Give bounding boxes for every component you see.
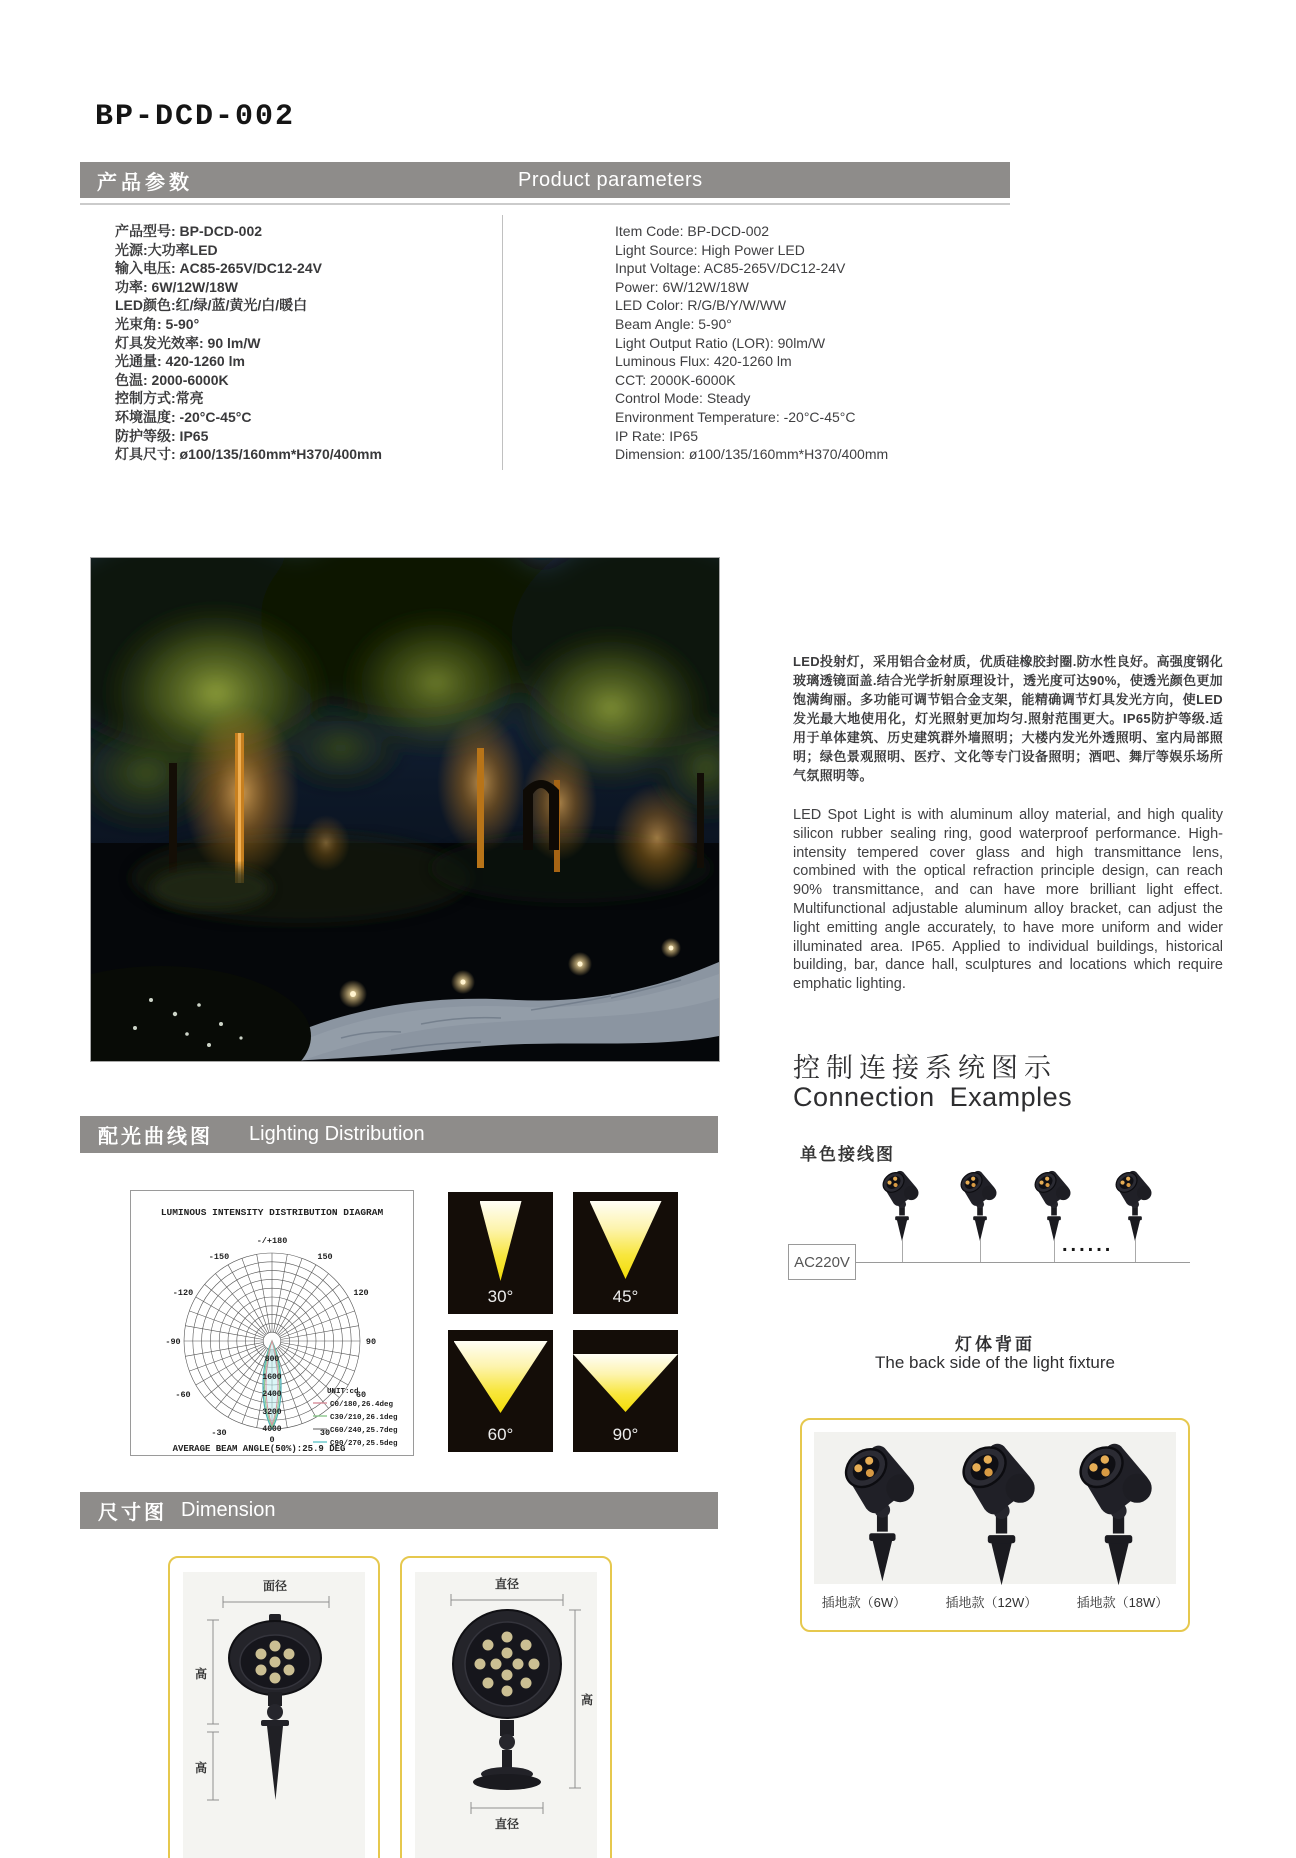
svg-text:高: 高 [581,1693,594,1707]
spotlight-icon [872,1168,928,1242]
svg-text:高: 高 [195,1761,208,1775]
backside-photo-area [814,1432,1176,1584]
spec-line: 光源:大功率LED [115,241,218,258]
legend-entry: C60/240,25.7deg [330,1427,398,1435]
backside-photo-box [800,1418,1190,1632]
spec-line: IP Rate: IP65 [615,427,699,444]
product-application-photo [90,557,720,1062]
beam-tile-60 [448,1330,553,1452]
lamp-drop-line [902,1240,903,1262]
parameters-header-bar [80,162,1010,198]
svg-text:60: 60 [355,1390,367,1400]
spec-line: 灯具发光效率: 90 lm/W [115,334,261,351]
spotlight-back-18w [1066,1438,1163,1587]
spec-list-en [615,222,1005,464]
spec-line: CCT: 2000K-6000K [615,371,736,388]
dimension-box-spike [168,1556,380,1858]
svg-text:直径: 直径 [494,1817,520,1831]
dimension-header-en: Dimension [181,1499,276,1521]
spec-line: Control Mode: Steady [615,390,751,407]
power-source-box [788,1244,856,1280]
variant-label: 插地款（18W） [1076,1595,1169,1610]
legend-entry: C90/270,25.5deg [330,1440,398,1448]
lamp-drop-line [1054,1240,1055,1262]
svg-text:2400: 2400 [262,1390,282,1399]
spec-line: 输入电压: AC85-265V/DC12-24V [115,260,322,277]
distribution-header-en: Lighting Distribution [249,1123,425,1145]
spec-line: 光束角: 5-90° [115,315,200,332]
dimension-drawing-area [415,1572,597,1858]
power-bus-line [854,1262,1190,1263]
page-title: BP-DCD-002 [95,100,296,134]
connection-title-cn: 控制连接系统图示 [793,1053,1057,1083]
spotlight-back-6w [832,1440,925,1583]
legend-entry: C30/210,26.1deg [330,1414,398,1422]
polar-chart-svg [131,1191,413,1455]
average-beam-angle-note: AVERAGE BEAM ANGLE(50%):25.9 DEG [172,1444,346,1454]
spec-line: Power: 6W/12W/18W [615,278,749,295]
beam-angle-label: 45° [612,1287,639,1306]
spec-line: 光通量: 420-1260 lm [115,353,245,370]
spec-line: 功率: 6W/12W/18W [115,278,238,295]
beam-cone [480,1201,522,1281]
spotlight-icon [1024,1168,1080,1242]
description-en: LED Spot Light is with aluminum alloy material, and high quality silicon rubber sealing ring, good waterproof performance. High-intensity tempered cover glass and high transmittance lens, combined with the optical refraction principle design, can reach 90% transmittance, and can have more brilliant light effect. Multifunctional adjustable aluminum alloy bracket, can adjust the light emitting angle accurately, to have more uniform and wider illuminated area. IP65. Applied to individual buildings, historical building, bar, dance hall, sculptures and locations which require emphatic lighting. [793,807,1223,993]
beam-cone [573,1354,678,1412]
svg-text:-90: -90 [165,1337,181,1347]
svg-text:30: 30 [319,1428,331,1438]
spec-line: Beam Angle: 5-90° [615,315,732,332]
beam-angle-label: 90° [612,1425,639,1444]
svg-text:-/+180: -/+180 [256,1236,288,1246]
spec-line: 防护等级: IP65 [115,427,209,444]
beam-tile-30 [448,1192,553,1314]
dimension-drawing-base [415,1572,597,1858]
backside-variant-labels [802,1592,1188,1611]
legend-unit: UNIT:cd [327,1388,359,1396]
svg-text:1600: 1600 [262,1373,282,1382]
beam-tile-90 [573,1330,678,1452]
spec-line: Dimension: ø100/135/160mm*H370/400mm [615,446,889,463]
dimension-drawing-area [183,1572,365,1858]
lamp-drop-line [1135,1240,1136,1262]
svg-text:0: 0 [269,1435,275,1445]
parameters-header-en: Product parameters [518,168,703,191]
dimension-drawing-spike [183,1572,365,1858]
spotlight-back-12w [949,1438,1046,1587]
luminous-intensity-polar-chart [130,1190,414,1456]
spec-line: 控制方式:常亮 [115,390,204,407]
garden-photo-illustration [91,558,719,1061]
svg-text:高: 高 [195,1667,208,1681]
svg-text:-120: -120 [172,1288,194,1298]
spec-line: 环境温度: -20°C-45°C [115,408,252,425]
connection-title-en: Connection Examples [793,1082,1073,1112]
spotlight-icon [1105,1168,1161,1242]
chart-title: LUMINOUS INTENSITY DISTRIBUTION DIAGRAM [160,1207,384,1218]
beam-angle-label: 30° [487,1287,514,1306]
spec-list-cn [115,222,505,464]
svg-text:-60: -60 [175,1390,191,1400]
svg-text:面径: 面径 [262,1579,288,1593]
spec-line: Light Source: High Power LED [615,241,805,258]
spec-line: LED颜色:红/绿/蓝/黄光/白/暖白 [115,297,308,314]
svg-text:150: 150 [317,1252,333,1262]
distribution-header-cn: 配光曲线图 [98,1126,213,1148]
backside-title-cn: 灯体背面 [955,1335,1035,1354]
lamp-drop-line [980,1240,981,1262]
beam-angle-label: 60° [487,1425,514,1444]
svg-text:90: 90 [365,1337,377,1347]
header-underline [80,203,1010,205]
svg-text:4000: 4000 [262,1425,282,1434]
beam-cone [454,1341,548,1413]
spotlight-icon [950,1168,1006,1242]
distribution-header-bar [80,1116,718,1153]
dimension-header-cn: 尺寸图 [98,1502,167,1524]
spec-line: Light Output Ratio (LOR): 90lm/W [615,334,826,351]
svg-text:800: 800 [264,1355,280,1364]
spec-line: LED Color: R/G/B/Y/W/WW [615,297,787,314]
dimension-box-base [400,1556,612,1858]
continuation-dots: ...... [1062,1234,1114,1256]
svg-text:3200: 3200 [262,1408,282,1417]
variant-label: 插地款（12W） [945,1595,1038,1610]
description-cn: LED投射灯，采用铝合金材质，优质硅橡胶封圈.防水性良好。高强度钢化玻璃透镜面盖.结合光学折射原理设计，透光度可达90%，使透光颜色更加饱满绚丽。多功能可调节铝合金支架，能精确调节灯具发光方向，使LED发光最大地使用化，灯光照射更加均匀.照射范围更大。IP65防护等级.适用于单体建筑、历史建筑群外墙照明；大楼内发光外透照明、室内局部照明；绿色景观照明、医疗、文化等专门设备照明；酒吧、舞厅等娱乐场所气氛照明等。 [793,654,1223,783]
spec-line: Environment Temperature: -20°C-45°C [615,408,856,425]
parameters-header-cn: 产品参数 [97,171,193,194]
spec-line: Input Voltage: AC85-265V/DC12-24V [615,260,846,277]
svg-text:直径: 直径 [494,1577,520,1591]
spec-line: 色温: 2000-6000K [115,371,229,388]
legend-entry: C0/180,26.4deg [330,1401,394,1409]
backside-title-en: The back side of the light fixture [874,1353,1116,1372]
variant-label: 插地款（6W） [821,1595,907,1610]
wiring-diagram-label: 单色接线图 [800,1145,895,1164]
spec-line: 灯具尺寸: ø100/135/160mm*H370/400mm [115,446,382,463]
beam-cone [590,1201,662,1279]
svg-text:-30: -30 [211,1428,227,1438]
svg-text:-150: -150 [208,1252,230,1262]
power-source-label: AC220V [794,1253,850,1271]
beam-tile-45 [573,1192,678,1314]
spec-line: Item Code: BP-DCD-002 [615,223,770,239]
spec-line: 产品型号: BP-DCD-002 [115,223,263,239]
spec-line: Luminous Flux: 420-1260 lm [615,353,792,370]
svg-text:120: 120 [353,1288,369,1298]
dimension-header-bar [80,1492,718,1529]
